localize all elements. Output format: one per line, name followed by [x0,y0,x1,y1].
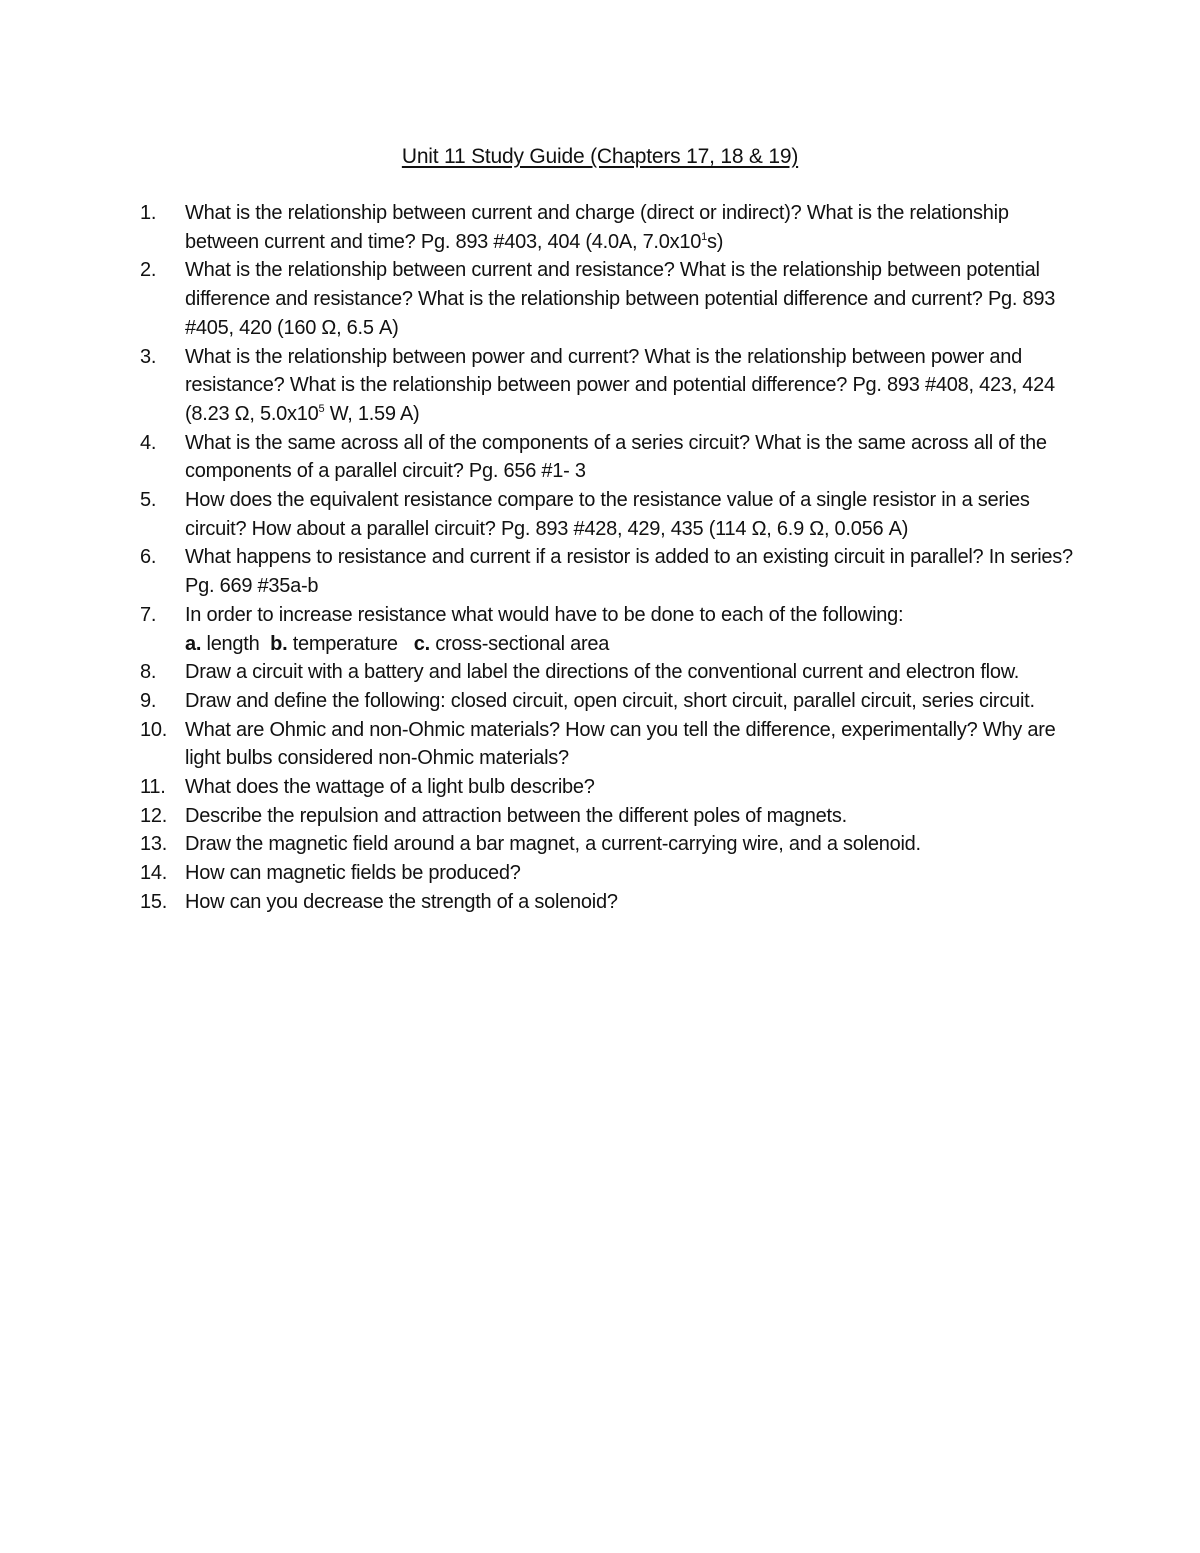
question-item [140,543,1080,600]
option-text: temperature [287,632,414,655]
question-text: How can you decrease the strength of a solenoid? [185,890,618,913]
question-text: What is the relationship between current and charge (direct or indirect)? What is the relationship between current and time? Pg. 893 #403, 404 (4.0A, $7.0x10^1s$) [185,202,1009,253]
question-text: In order to increase resistance what would have to be done to each of the following: [185,603,904,626]
question-number: 7. [140,603,157,626]
question-item [140,773,1080,802]
question-number: 4. [140,431,157,454]
question-item [140,830,1080,859]
question-number: 2. [140,259,157,282]
question-text: How does the equivalent resistance compare to the resistance value of a single resistor in a series circuit? How about a parallel circuit? Pg. 893 #428, 429, 435 (114 Ω, 6.9 Ω, 0.056 A) [185,489,1030,540]
option-list [185,633,609,655]
question-number: 11. [140,776,166,799]
question-number: 3. [140,345,157,368]
question-number: 6. [140,546,157,569]
page-title: Unit 11 Study Guide (Chapters 17, 18 & 19) [401,145,799,168]
question-item [140,256,1080,342]
question-text: Draw a circuit with a battery and label the directions of the conventional current and electron flow. [185,661,1020,684]
question-number: 12. [140,804,168,827]
question-text: What is the relationship between current and resistance? What is the relationship between potential difference and resistance? What is the relationship between potential difference and current? Pg. 893 #405, 420 (160 Ω, 6.5 A) [185,259,1056,339]
question-number: 5. [140,489,157,512]
question-text: What is the relationship between power and current? What is the relationship between power and resistance? What is the relationship between power and potential difference? Pg. 893 #408, 423, 424 (8.23 Ω, $5.0x10^5$ W, 1.59 A) [185,345,1055,425]
question-number: 14. [140,862,168,885]
question-item [140,601,1080,658]
question-item [140,716,1080,773]
superscript: 5 [318,402,325,415]
question-item [140,888,1080,917]
question-text: How can magnetic fields be produced? [185,862,521,885]
question-number: 10. [140,718,168,741]
question-list [140,199,1080,917]
question-item [140,429,1080,486]
question-text: Draw and define the following: closed circuit, open circuit, short circuit, parallel circuit, series circuit. [185,689,1035,712]
superscript: 1 [701,230,707,243]
option-text: cross-sectional area [429,632,610,655]
question-text: What does the wattage of a light bulb describe? [185,776,595,799]
question-number: 1. [140,202,157,224]
question-item [140,859,1080,888]
option-text: length [201,632,271,655]
question-item [140,802,1080,831]
question-number: 9. [140,689,157,712]
question-text: What is the same across all of the components of a series circuit? What is the same across all of the components of a parallel circuit? Pg. 656 #1- 3 [185,431,1047,483]
option-letter: a. [185,632,202,655]
question-item [140,486,1080,543]
option-letter: b. [270,632,288,655]
question-text: What are Ohmic and non-Ohmic materials? How can you tell the difference, experimentally? Why are light bulbs considered non-Ohmic materials? [185,718,1056,770]
question-number: 15. [140,890,168,913]
question-item [140,687,1080,716]
question-text: Describe the repulsion and attraction between the different poles of magnets. [185,804,847,827]
question-text: What happens to resistance and current if a resistor is added to an existing circuit in parallel? In series? Pg. 669 #35a-b [185,546,1073,598]
question-number: 13. [140,833,168,856]
question-item [140,199,1080,256]
question-item [140,658,1080,687]
question-item [140,343,1080,429]
question-number: 8. [140,661,157,684]
option-letter: c. [413,632,430,655]
question-text: Draw the magnetic field around a bar magnet, a current-carrying wire, and a solenoid. [185,833,921,856]
